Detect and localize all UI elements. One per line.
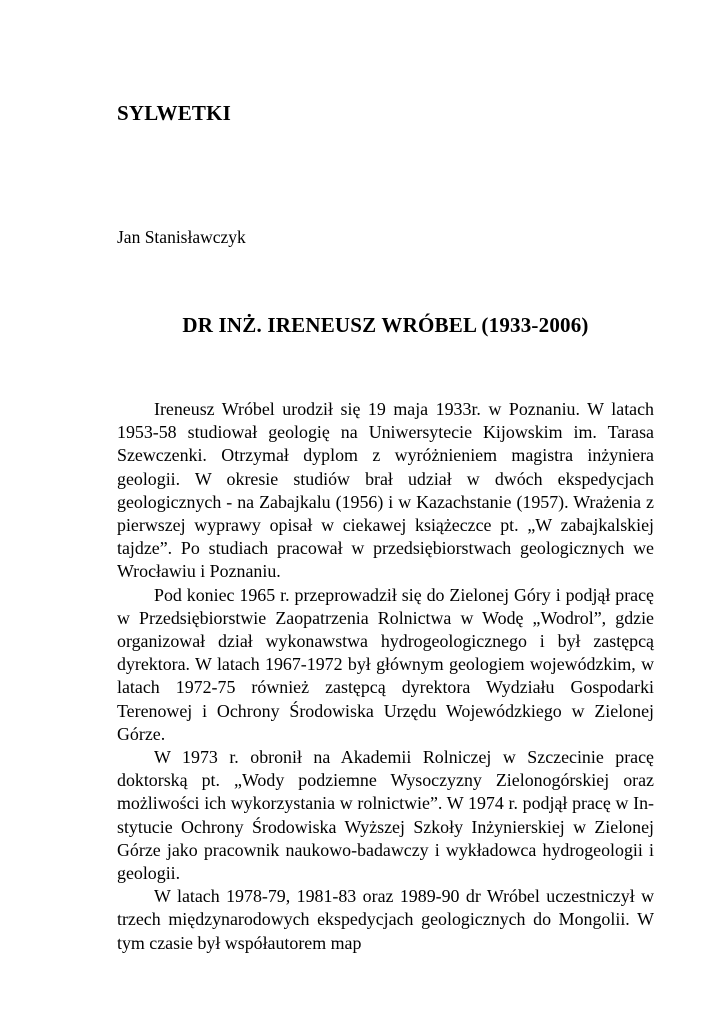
article-title: DR INŻ. IRENEUSZ WRÓBEL (1933-2006) <box>182 313 589 337</box>
paragraph: W latach 1978-79, 1981-83 oraz 1989-90 dr Wróbel uczestniczył w trzech międzynarodowych ekspedycjach geologicznych do Mongolii. W tym czasie był współautorem map <box>117 886 654 953</box>
article-body <box>117 398 654 955</box>
paragraph: W 1973 r. obronił na Akademii Rolniczej w Szczecinie pracę doktorską pt. „Wody podziemne Wysoczyzny Zielonogórskiej oraz możliwości ich wykorzystania w rolnictwie”. W 1974 r. podjął pracę w In-stytucie Ochrony Środowiska Wyższej Szkoły Inżynierskiej w Zielonej Górze jako pracownik naukowo-badawczy i wykładowca hydrogeologii i geologii. <box>117 747 654 884</box>
paragraph: Pod koniec 1965 r. przeprowadził się do Zielonej Góry i podjął pracę w Przedsiębiorstwie Zaopatrzenia Rolnictwa w Wodę „Wodrol”, gdzie organizował dział wykonawstwa hydrogeologicznego i był zastępcą dyrektora. W latach 1967-1972 był głównym geologiem wojewódzkim, w latach 1972-75 również zastępcą dyrektora Wydziału Gospodarki Terenowej i Ochrony Środowiska Urzędu Wojewódzkiego w Zielonej Górze. <box>117 584 654 744</box>
section-heading: SYLWETKI <box>117 101 232 125</box>
paragraph: Ireneusz Wróbel urodził się 19 maja 1933r. w Poznaniu. W latach 1953-58 studiował geologię na Uniwersytecie Kijowskim im. Tarasa Szewczenki. Otrzymał dyplom z wyróżnieniem magistra inżyniera geologii. W okresie studiów brał udział w dwóch ekspedycjach geologicznych - na Zabajkalu (1956) i w Kazachstanie (1957). Wrażenia z pierwszej wyprawy opisał w ciekawej książeczce pt. „W zabajkalskiej tajdze”. Po studiach pracował w przedsiębiorstwach geologicznych we Wrocławiu i Poznaniu. <box>117 399 654 582</box>
author-name: Jan Stanisławczyk <box>117 227 246 247</box>
